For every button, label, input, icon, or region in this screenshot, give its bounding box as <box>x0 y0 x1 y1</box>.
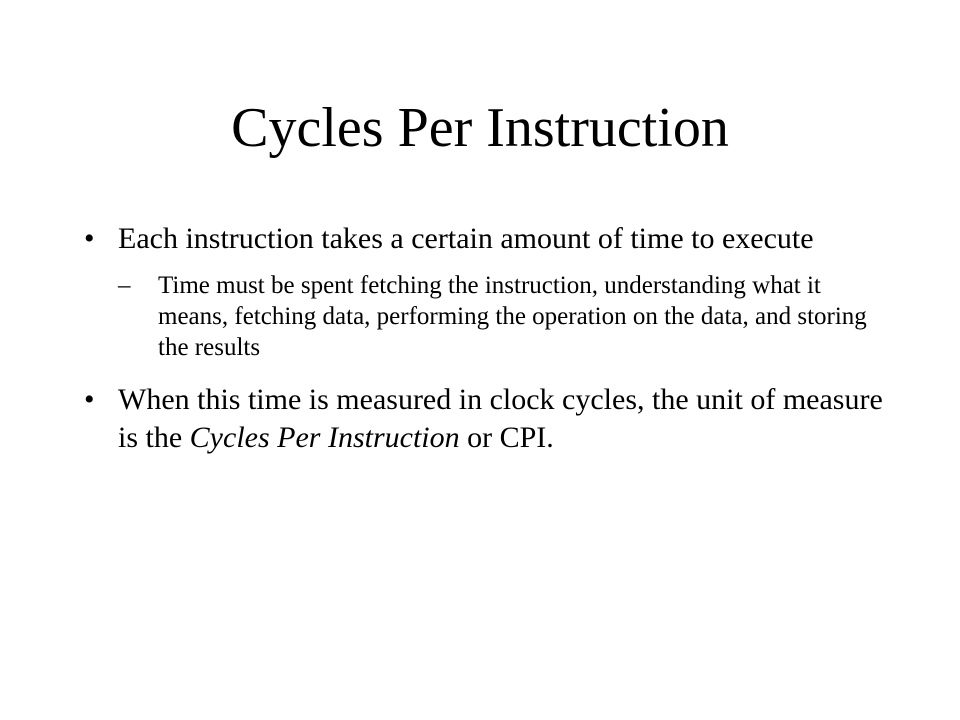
bullet-text-start: When this time is measured in clock cycles, the unit of measure is the <box>118 383 883 454</box>
bullet-text-emphasis: Cycles Per Instruction <box>189 421 460 454</box>
bullet-text-end: or CPI. <box>459 421 554 454</box>
sub-bullet-marker: – <box>118 272 131 299</box>
bullet-item <box>84 381 884 457</box>
sub-bullet-text: Time must be spent fetching the instruction, understanding what it means, fetching data, performing the operation on the data, and storing the results <box>158 272 867 361</box>
bullet-marker: • <box>84 222 95 255</box>
bullet-text: Each instruction takes a certain amount of time to execute <box>118 222 814 255</box>
bullet-item <box>84 220 884 258</box>
slide-body <box>84 220 884 469</box>
bullet-marker: • <box>84 383 95 416</box>
slide-title: Cycles Per Instruction <box>231 97 729 159</box>
sub-bullet-item <box>118 270 884 363</box>
